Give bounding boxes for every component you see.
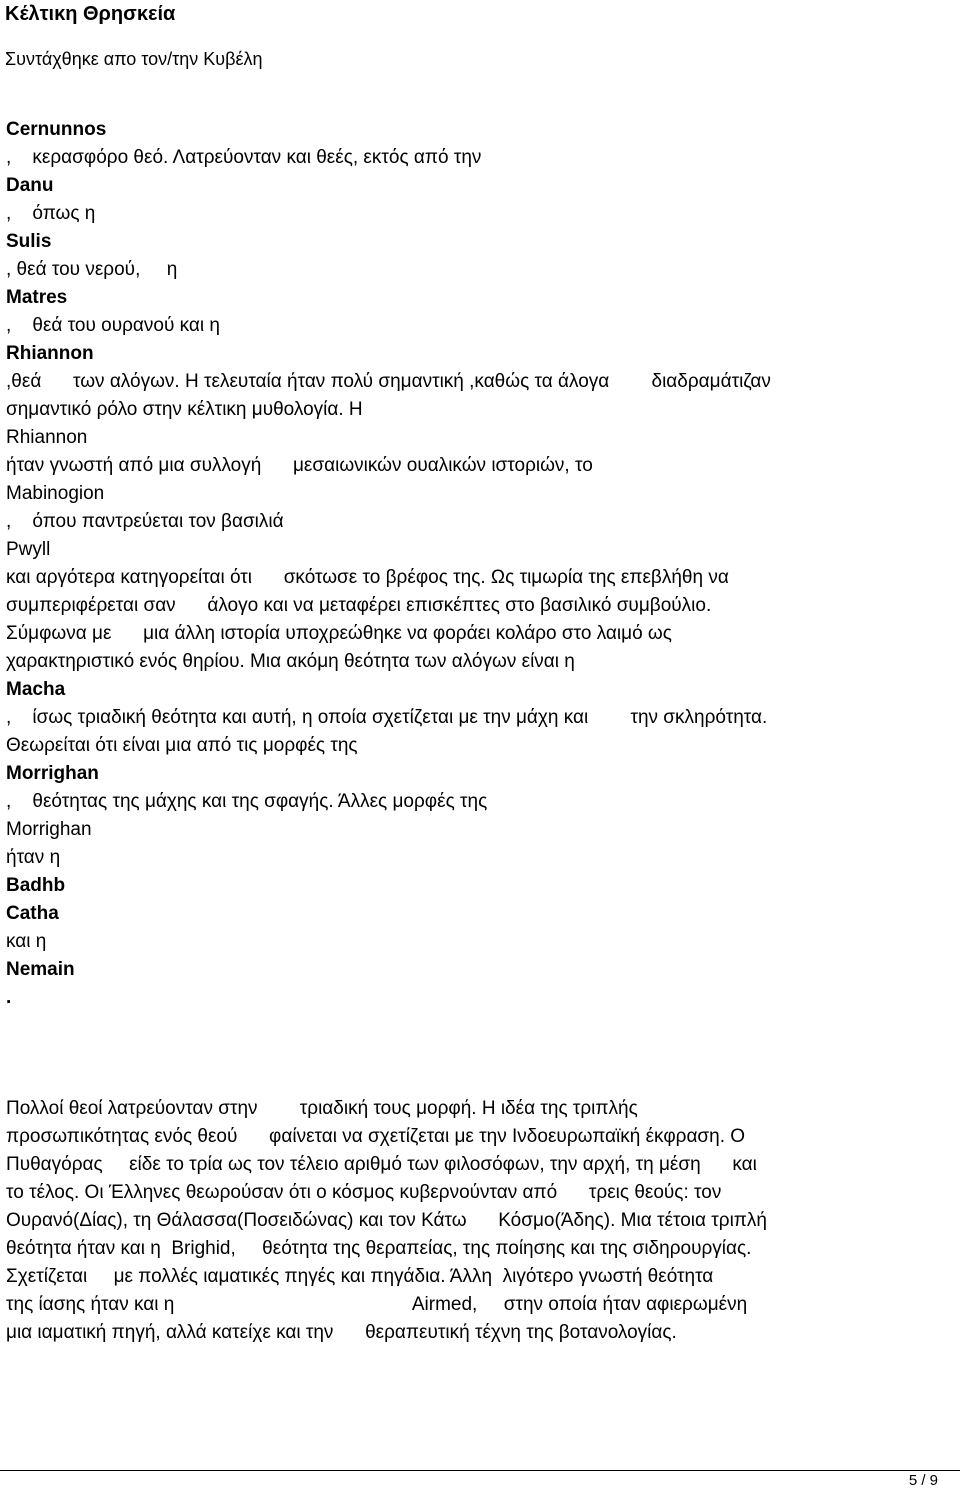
text-line: Badhb — [6, 875, 66, 896]
text-line: συμπεριφέρεται σαν άλογο και να μεταφέρει επισκέπτες στο βασιλικό συμβούλιο. — [6, 595, 712, 616]
text-line: , ίσως τριαδική θεότητα και αυτή, η οποία σχετίζεται με την μάχη και την σκληρότητα. — [6, 707, 768, 728]
text-line: Morrighan — [6, 763, 99, 784]
text-line: και η — [6, 931, 47, 952]
text-line: , όπου παντρεύεται τον βασιλιά — [6, 511, 284, 532]
paragraph-line: της ίασης ήταν και η Airmed, στην οποία ήταν αφιερωμένη — [6, 1294, 748, 1315]
paragraph-line: Σχετίζεται με πολλές ιαματικές πηγές και πηγάδια. Άλλη λιγότερο γνωστή θεότητα — [6, 1266, 714, 1287]
footer-divider — [0, 1470, 960, 1471]
paragraph-line: θεότητα ήταν και η Brighid, θεότητα της θεραπείας, της ποίησης και της σιδηρουργίας. — [6, 1238, 752, 1259]
paragraph-line: Πυθαγόρας είδε το τρία ως τον τέλειο αριθμό των φιλοσόφων, την αρχή, τη μέση και — [6, 1154, 757, 1175]
text-line: . — [6, 987, 12, 1008]
author-line: Συντάχθηκε απο τον/την Κυβέλη — [5, 49, 263, 69]
text-line: Sulis — [6, 231, 52, 252]
text-line: , θεότητας της μάχης και της σφαγής. Άλλες μορφές της — [6, 791, 488, 812]
paragraph-line: το τέλος. Οι Έλληνες θεωρούσαν ότι ο κόσμος κυβερνούνταν από τρεις θεούς: τον — [6, 1182, 722, 1203]
text-line: σημαντικό ρόλο στην κέλτικη μυθολογία. Η — [6, 399, 363, 420]
page-number: 5 / 9 — [908, 1472, 938, 1489]
text-line: Rhiannon — [6, 427, 88, 448]
text-line: Σύμφωνα με μια άλλη ιστορία υποχρεώθηκε να φοράει κολάρο στο λαιμό ως — [6, 623, 672, 644]
page-title: Κέλτικη Θρησκεία — [5, 3, 176, 25]
paragraph-line: Πολλοί θεοί λατρεύονταν στην τριαδική τους μορφή. Η ιδέα της τριπλής — [6, 1098, 638, 1119]
text-line: Danu — [6, 175, 54, 196]
text-line: Pwyll — [6, 539, 51, 560]
text-line: και αργότερα κατηγορείται ότι σκότωσε το βρέφος της. Ως τιμωρία της επεβλήθη να — [6, 567, 729, 588]
text-line: χαρακτηριστικό ενός θηρίου. Μια ακόμη θεότητα των αλόγων είναι η — [6, 651, 575, 672]
text-line: Mabinogion — [6, 483, 105, 504]
text-line: , κερασφόρο θεό. Λατρεύονταν και θεές, εκτός από την — [6, 147, 482, 168]
text-line: , θεά του νερού, η — [6, 259, 178, 280]
text-line: ,θεά των αλόγων. Η τελευταία ήταν πολύ σημαντική ,καθώς τα άλογα διαδραμάτιζαν — [6, 371, 771, 392]
text-line: , όπως η — [6, 203, 96, 224]
text-line: Rhiannon — [6, 343, 94, 364]
paragraph-line: Ουρανό(Δίας), τη Θάλασσα(Ποσειδώνας) και τον Κάτω Κόσμο(Άδης). Μια τέτοια τριπλή — [6, 1210, 767, 1231]
text-line: ήταν γνωστή από μια συλλογή μεσαιωνικών ουαλικών ιστοριών, το — [6, 455, 593, 476]
text-line: Catha — [6, 903, 59, 924]
paragraph-line: μια ιαματική πηγή, αλλά κατείχε και την θεραπευτική τέχνη της βοτανολογίας. — [6, 1322, 677, 1343]
text-line: , θεά του ουρανού και η — [6, 315, 220, 336]
text-line: Macha — [6, 679, 66, 700]
text-line: Nemain — [6, 959, 75, 980]
text-line: Morrighan — [6, 819, 92, 840]
text-line: Matres — [6, 287, 68, 308]
paragraph-line: προσωπικότητας ενός θεού φαίνεται να σχετίζεται με την Ινδοευρωπαϊκή έκφραση. Ο — [6, 1126, 746, 1147]
text-line: ήταν η — [6, 847, 61, 868]
text-line: Θεωρείται ότι είναι μια από τις μορφές της — [6, 735, 358, 756]
text-line: Cernunnos — [6, 119, 107, 140]
